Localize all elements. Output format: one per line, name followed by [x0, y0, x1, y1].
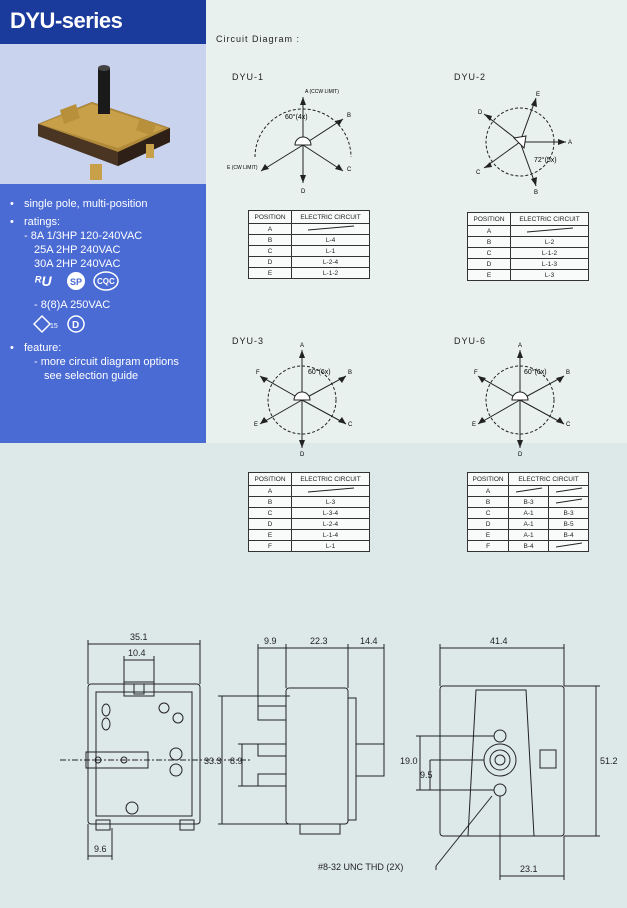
- feature-item: • single pole, multi-position: [10, 198, 148, 210]
- table-row: B L-3: [249, 497, 370, 508]
- svg-text:E: E: [472, 422, 477, 428]
- svg-text:CQC: CQC: [97, 277, 115, 286]
- svg-text:72°(5x): 72°(5x): [534, 157, 557, 164]
- dyu1-table: [248, 210, 370, 279]
- table-row: D L-1-3: [468, 259, 589, 270]
- table-row: A: [249, 224, 370, 235]
- dim-9-9: 9.9: [264, 636, 277, 646]
- svg-text:B: B: [347, 113, 352, 119]
- svg-text:B: B: [566, 370, 571, 376]
- svg-text:F: F: [474, 370, 478, 376]
- svg-text:D: D: [300, 452, 305, 456]
- dyu3-table: [248, 472, 370, 552]
- table-row: E L-1-4: [249, 530, 370, 541]
- line-symbol: [306, 225, 356, 231]
- certification-icons: [32, 270, 132, 292]
- line-symbol: [306, 487, 356, 493]
- svg-text:D: D: [301, 189, 306, 195]
- col-circuit-header: ELECTRIC CIRCUIT: [511, 213, 589, 226]
- table-row: E L-1-2: [249, 268, 370, 279]
- svg-text:SP: SP: [70, 277, 83, 287]
- csa-icon: [67, 272, 85, 290]
- svg-text:B: B: [348, 370, 353, 376]
- svg-text:E: E: [536, 92, 541, 98]
- dimension-drawings: [0, 620, 627, 908]
- col-position-header: POSITION: [468, 213, 511, 226]
- feature-line: - more circuit diagram options: [34, 356, 179, 368]
- col-position-header: POSITION: [249, 211, 292, 224]
- dyu2-label: DYU-2: [454, 72, 487, 82]
- table-row: E A-1 B-4: [468, 530, 589, 541]
- dim-33-3: 33.3: [204, 756, 222, 766]
- rating-line: - 8A 1/3HP 120-240VAC: [24, 230, 143, 242]
- table-row: B L-4: [249, 235, 370, 246]
- svg-text:C: C: [476, 170, 481, 176]
- table-row: E L-3: [468, 270, 589, 281]
- table-row: C L-3-4: [249, 508, 370, 519]
- dyu1-label: DYU-1: [232, 72, 265, 82]
- dim-10-4: 10.4: [128, 648, 146, 658]
- dim-23-1: 23.1: [520, 864, 538, 874]
- col-circuit-header: ELECTRIC CIRCUIT: [292, 473, 370, 486]
- circuit-diagram-title: Circuit Diagram :: [216, 34, 301, 44]
- dyu2-diagram: [470, 88, 590, 196]
- vde-d-icon: [68, 316, 84, 332]
- cqc-icon: [94, 272, 118, 290]
- col-position-header: POSITION: [249, 473, 292, 486]
- series-title: DYU-series: [10, 8, 123, 33]
- feature-item: • feature:: [10, 342, 62, 354]
- certification-icons-2: [32, 313, 92, 335]
- dyu2-table: [467, 212, 589, 281]
- svg-text:C: C: [348, 422, 353, 428]
- svg-text:B: B: [534, 190, 539, 196]
- table-row: F B-4: [468, 541, 589, 552]
- dim-9-6: 9.6: [94, 844, 107, 854]
- table-row: A: [468, 486, 589, 497]
- dim-14-4: 14.4: [360, 636, 378, 646]
- dim-9-5: 9.5: [420, 770, 433, 780]
- table-row: D L-2-4: [249, 519, 370, 530]
- table-row: A: [249, 486, 370, 497]
- svg-text:D: D: [518, 452, 523, 456]
- svg-text:E (CW LIMIT): E (CW LIMIT): [227, 165, 258, 171]
- col-circuit-header: ELECTRIC CIRCUIT: [292, 211, 370, 224]
- svg-text:A (CCW LIMIT): A (CCW LIMIT): [305, 89, 339, 95]
- svg-text:D: D: [72, 320, 80, 331]
- line-symbol: [554, 498, 584, 504]
- table-row: F L-1: [249, 541, 370, 552]
- svg-text:A: A: [300, 343, 305, 349]
- table-row: D L-2-4: [249, 257, 370, 268]
- dim-41-4: 41.4: [490, 636, 508, 646]
- svg-text:60°(4x): 60°(4x): [285, 114, 308, 121]
- dyu3-diagram: [252, 340, 362, 456]
- feature-line: see selection guide: [44, 370, 139, 382]
- svg-text:60°(6x): 60°(6x): [524, 369, 547, 376]
- dim-51-2: 51.2: [600, 756, 618, 766]
- rear-view: [416, 644, 600, 880]
- switch-product-image: [0, 44, 206, 184]
- svg-text:C: C: [347, 167, 352, 173]
- product-photo: [0, 44, 206, 184]
- dyu6-table: [467, 472, 589, 552]
- rating-line: - 8(8)A 250VAC: [34, 299, 111, 311]
- dyu6-diagram: [470, 340, 580, 456]
- col-position-header: POSITION: [468, 473, 509, 486]
- rating-line: 30A 2HP 240VAC: [34, 258, 121, 270]
- svg-text:F: F: [256, 370, 260, 376]
- side-view: [218, 644, 384, 834]
- dim-22-3: 22.3: [310, 636, 328, 646]
- svg-text:ᴿU: ᴿU: [34, 273, 52, 289]
- svg-text:E: E: [254, 422, 259, 428]
- line-symbol: [554, 542, 584, 548]
- svg-text:60°(6x): 60°(6x): [308, 369, 331, 376]
- table-row: C A-1 B-3: [468, 508, 589, 519]
- line-symbol: [525, 227, 575, 233]
- dim-35-1: 35.1: [130, 632, 148, 642]
- dim-8-9: 8.9: [230, 756, 243, 766]
- svg-text:D: D: [478, 110, 483, 116]
- col-circuit-header: ELECTRIC CIRCUIT: [509, 473, 589, 486]
- table-row: C L-1: [249, 246, 370, 257]
- dyu6-label: DYU-6: [454, 336, 487, 346]
- table-row: B L-2: [468, 237, 589, 248]
- thread-note: #8-32 UNC THD (2X): [318, 862, 404, 872]
- feature-item: • ratings:: [10, 216, 61, 228]
- dyu1-diagram: [225, 85, 375, 195]
- dyu3-label: DYU-3: [232, 336, 265, 346]
- table-row: C L-1-2: [468, 248, 589, 259]
- table-row: B B-3: [468, 497, 589, 508]
- rating-line: 25A 2HP 240VAC: [34, 244, 121, 256]
- svg-text:15: 15: [50, 323, 58, 330]
- line-symbol: [514, 487, 544, 493]
- svg-text:A: A: [568, 140, 573, 146]
- dim-19-0: 19.0: [400, 756, 418, 766]
- line-symbol: [554, 487, 584, 493]
- svg-text:A: A: [518, 343, 523, 349]
- title-bar: [0, 0, 206, 44]
- enec-icon: [34, 316, 58, 332]
- ul-icon: [34, 273, 52, 289]
- table-row: A: [468, 226, 589, 237]
- svg-text:C: C: [566, 422, 571, 428]
- table-row: D A-1 B-5: [468, 519, 589, 530]
